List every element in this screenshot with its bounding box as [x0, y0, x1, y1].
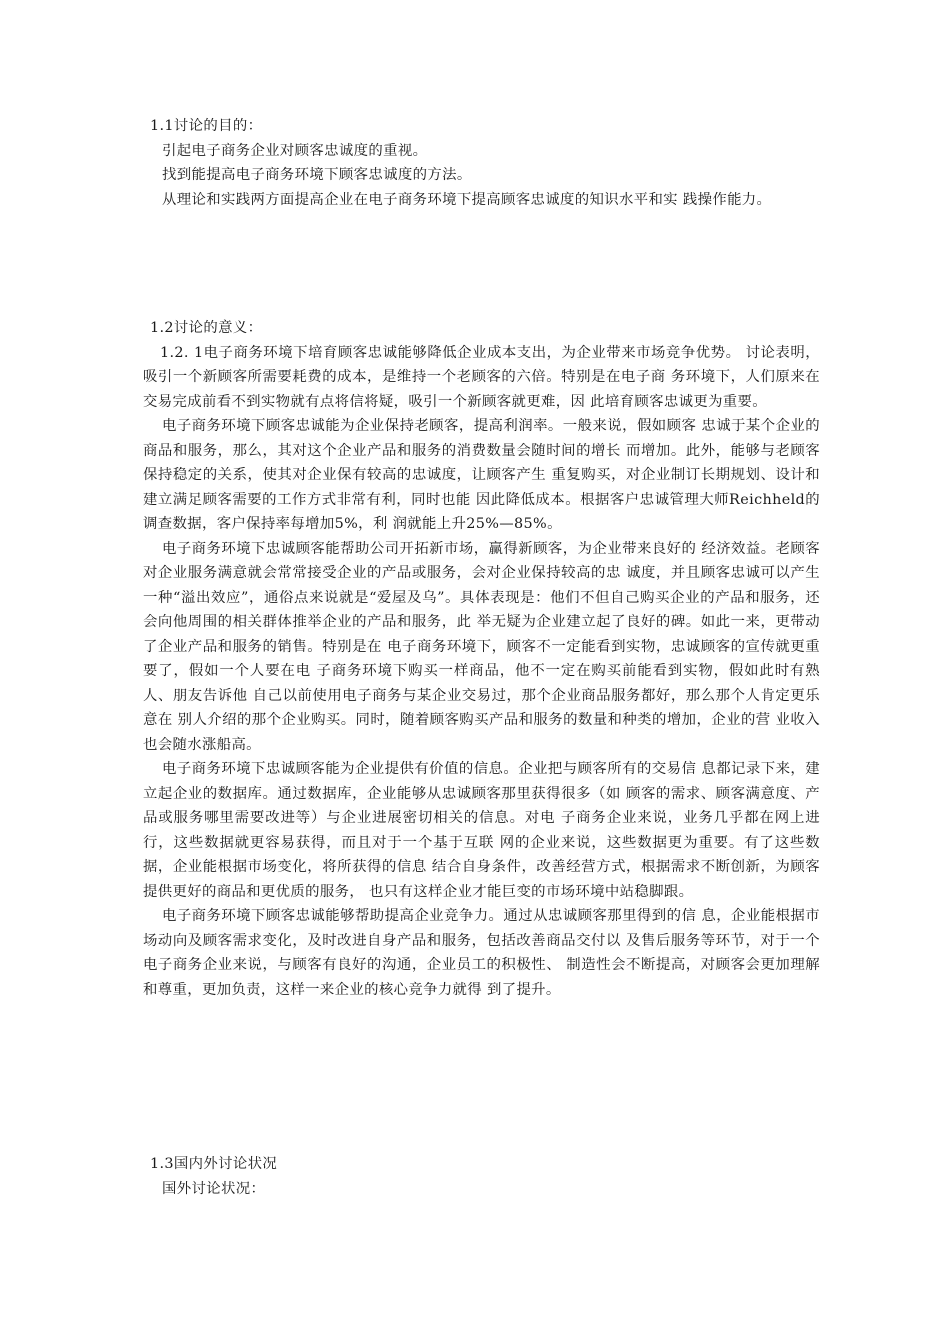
significance-paragraph: 电子商务环境下顾客忠诚能够帮助提高企业竞争力。通过从忠诚顾客那里得到的信 息，企业能根据市场动向及顾客需求变化，及时改进自身产品和服务，包括改善商品交付以 及售后服务等环节，对于一个电子商务企业来说，与顾客有良好的沟通，企业员工的积极性、 制造性会不断提高，对顾客会更加理解和尊重，更加负责，这样一来企业的核心竞争力就得 到了提升。	[143, 908, 820, 998]
purpose-item: 引起电子商务企业对顾客忠诚度的重视。	[162, 142, 428, 159]
section-heading: 1.1讨论的目的：	[150, 118, 263, 134]
section-1-1	[143, 114, 820, 212]
section-1-2	[143, 316, 820, 1002]
purpose-item: 从理论和实践两方面提高企业在电子商务环境下提高顾客忠诚度的知识水平和实 践操作能力。	[162, 191, 772, 208]
section-1-3	[143, 1152, 820, 1201]
section-heading: 1.3国内外讨论状况	[150, 1156, 278, 1172]
significance-paragraph: 电子商务环境下顾客忠诚能为企业保持老顾客，提高利润率。一般来说，假如顾客 忠诚于某个企业的商品和服务，那么，其对这个企业产品和服务的消费数量会随时间的增长 而增加。此外，能够与老顾客保持稳定的关系，使其对企业保有较高的忠诚度，让顾客产生 重复购买，对企业制订长期规划、设计和建立满足顾客需要的工作方式非常有利，同时也能 因此降低成本。根据客户忠诚管理大师Reichheld的调查数据，客户保持率每增加5%，利 润就能上升25%—85%。	[143, 418, 820, 532]
sub-heading: 国外讨论状况：	[162, 1180, 266, 1197]
purpose-item: 找到能提高电子商务环境下顾客忠诚度的方法。	[162, 167, 472, 183]
significance-paragraph: 电子商务环境下忠诚顾客能为企业提供有价值的信息。企业把与顾客所有的交易信 息都记录下来，建立起企业的数据库。通过数据库，企业能够从忠诚顾客那里获得很多（如 顾客的需求、顾客满意度、产品或服务哪里需要改进等）与企业进展密切相关的信息。对电 子商务企业来说，业务几乎都在网上进行，这些数据就更容易获得，而且对于一个基于互联 网的企业来说，这些数据更为重要。有了这些数据，企业能根据市场变化，将所获得的信息 结合自身条件，改善经营方式，根据需求不断创新，为顾客提供更好的商品和更优质的服务， 也只有这样企业才能巨变的市场环境中站稳脚跟。	[143, 761, 820, 900]
section-heading: 1.2讨论的意义：	[150, 320, 263, 336]
significance-paragraph: 1.2. 1电子商务环境下培育顾客忠诚能够降低企业成本支出，为企业带来市场竞争优势。 讨论表明，吸引一个新顾客所需要耗费的成本，是维持一个老顾客的六倍。特别是在电子商 务环境下，人们原来在交易完成前看不到实物就有点将信将疑，吸引一个新顾客就更难，因 此培育顾客忠诚更为重要。	[143, 344, 820, 410]
significance-paragraph: 电子商务环境下忠诚顾客能帮助公司开拓新市场，赢得新顾客，为企业带来良好的 经济效益。老顾客对企业服务满意就会常常接受企业的产品或服务，会对企业保持较高的忠 诚度，并且顾客忠诚可以产生一种“溢出效应”，通俗点来说就是“爱屋及乌”。具体表现是：他们不但自己购买企业的产品和服务，还会向他周围的相关群体推举企业的产品和服务，此 举无疑为企业建立起了良好的碑。如此一来，更带动了企业产品和服务的销售。特别是在 电子商务环境下，顾客不一定能看到实物，忠诚顾客的宣传就更重要了，假如一个人要在电 子商务环境下购买一样商品，他不一定在购买前能看到实物，假如此时有熟人、朋友告诉他 自己以前使用电子商务与某企业交易过，那个企业商品服务都好，那么那个人肯定更乐意在 别人介绍的那个企业购买。同时，随着顾客购买产品和服务的数量和种类的增加，企业的营 业收入也会随水涨船高。	[143, 540, 820, 753]
